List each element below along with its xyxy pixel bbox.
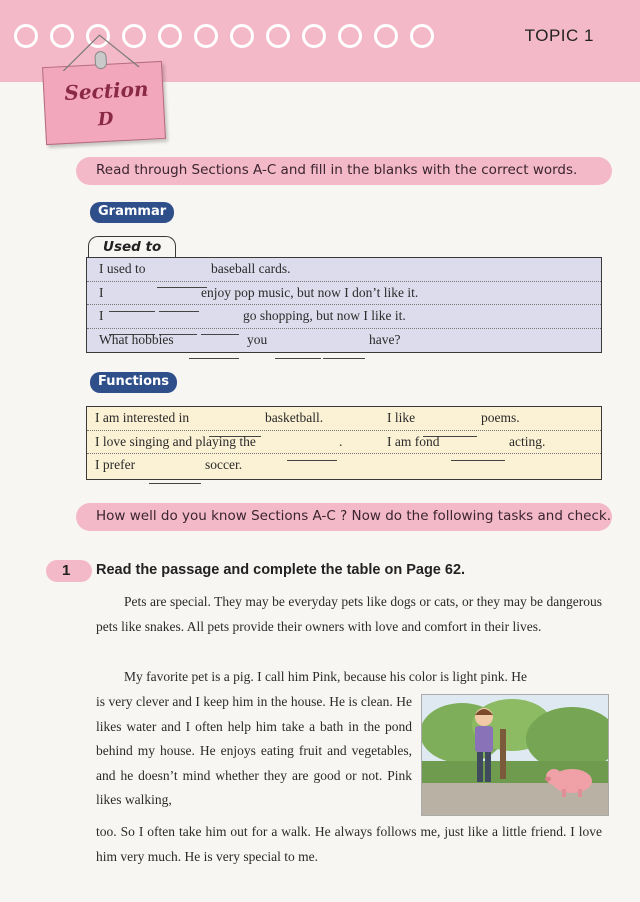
- ring-icon: [338, 24, 362, 48]
- ring-icon: [302, 24, 326, 48]
- paragraph: My favorite pet is a pig. I call him Pink, because his color is light pink. He: [124, 669, 528, 684]
- row-text: I: [99, 308, 104, 323]
- row-text: I prefer: [95, 457, 136, 472]
- row-text: basketball.: [265, 410, 324, 425]
- row-text: I used to: [99, 261, 146, 276]
- row-text: poems.: [481, 410, 520, 425]
- grammar-badge: Grammar: [90, 202, 174, 223]
- row-text: I: [99, 284, 104, 300]
- row-text: I am interested in: [95, 410, 190, 425]
- blank-line: [149, 470, 201, 484]
- row-text: I like: [387, 410, 416, 425]
- row-text: acting.: [509, 433, 546, 449]
- functions-row: [87, 454, 601, 478]
- grammar-row: [87, 282, 601, 306]
- boy-and-pig-illustration: [421, 694, 609, 816]
- blank-line: [323, 345, 365, 359]
- row-text: I love singing and playing the: [95, 433, 256, 449]
- instruction-banner: How well do you know Sections A-C ? Now do the following tasks and check.: [76, 503, 612, 531]
- row-text: have?: [369, 331, 401, 347]
- ring-icon: [266, 24, 290, 48]
- row-text: enjoy pop music, but now I don’t like it.: [201, 284, 419, 300]
- blank-line: [189, 345, 239, 359]
- ring-icon: [14, 24, 38, 48]
- paragraph: is very clever and I keep him in the house. He is clean. He likes water and I often help him take a bath in the pond behind my house. He enjoys eating fruit and vegetables, and he doesn’t mind whether they are good or not. Pink likes walking,: [96, 694, 412, 807]
- ring-icon: [230, 24, 254, 48]
- section-word: Section: [63, 76, 150, 106]
- functions-row: [87, 431, 601, 455]
- pin-icon: [94, 51, 107, 70]
- paragraph: too. So I often take him out for a walk. He always follows me, just like a little friend. I love him very much. He is very special to me.: [96, 824, 602, 864]
- ring-icon: [410, 24, 434, 48]
- topic-label: TOPIC 1: [524, 26, 594, 45]
- blank-line: [275, 345, 321, 359]
- row-text: go shopping, but now I like it.: [243, 308, 406, 323]
- row-text: What hobbies: [99, 331, 174, 347]
- grammar-box: [86, 257, 602, 353]
- ring-icon: [374, 24, 398, 48]
- section-letter: D: [97, 108, 115, 131]
- instruction-banner: Read through Sections A-C and fill in the blanks with the correct words.: [76, 157, 612, 185]
- ring-icon: [194, 24, 218, 48]
- functions-box: [86, 406, 602, 480]
- used-to-tab: Used to: [88, 236, 176, 258]
- grammar-row: [87, 305, 601, 329]
- functions-badge: Functions: [90, 372, 177, 393]
- section-tag: [42, 61, 166, 145]
- row-text: you: [247, 331, 268, 347]
- row-text: baseball cards.: [211, 261, 291, 276]
- row-text: I am fond: [387, 433, 440, 449]
- task-number: 1: [46, 560, 92, 582]
- row-text: .: [339, 433, 343, 449]
- grammar-row: [87, 258, 601, 282]
- functions-row: [87, 407, 601, 431]
- paragraph: Pets are special. They may be everyday pets like dogs or cats, or they may be dangerous pets like snakes. All pets provide their owners with love and comfort in their lives.: [96, 594, 602, 634]
- grammar-row: [87, 329, 601, 353]
- task-title: Read the passage and complete the table on Page 62.: [96, 562, 466, 578]
- row-text: soccer.: [205, 457, 243, 472]
